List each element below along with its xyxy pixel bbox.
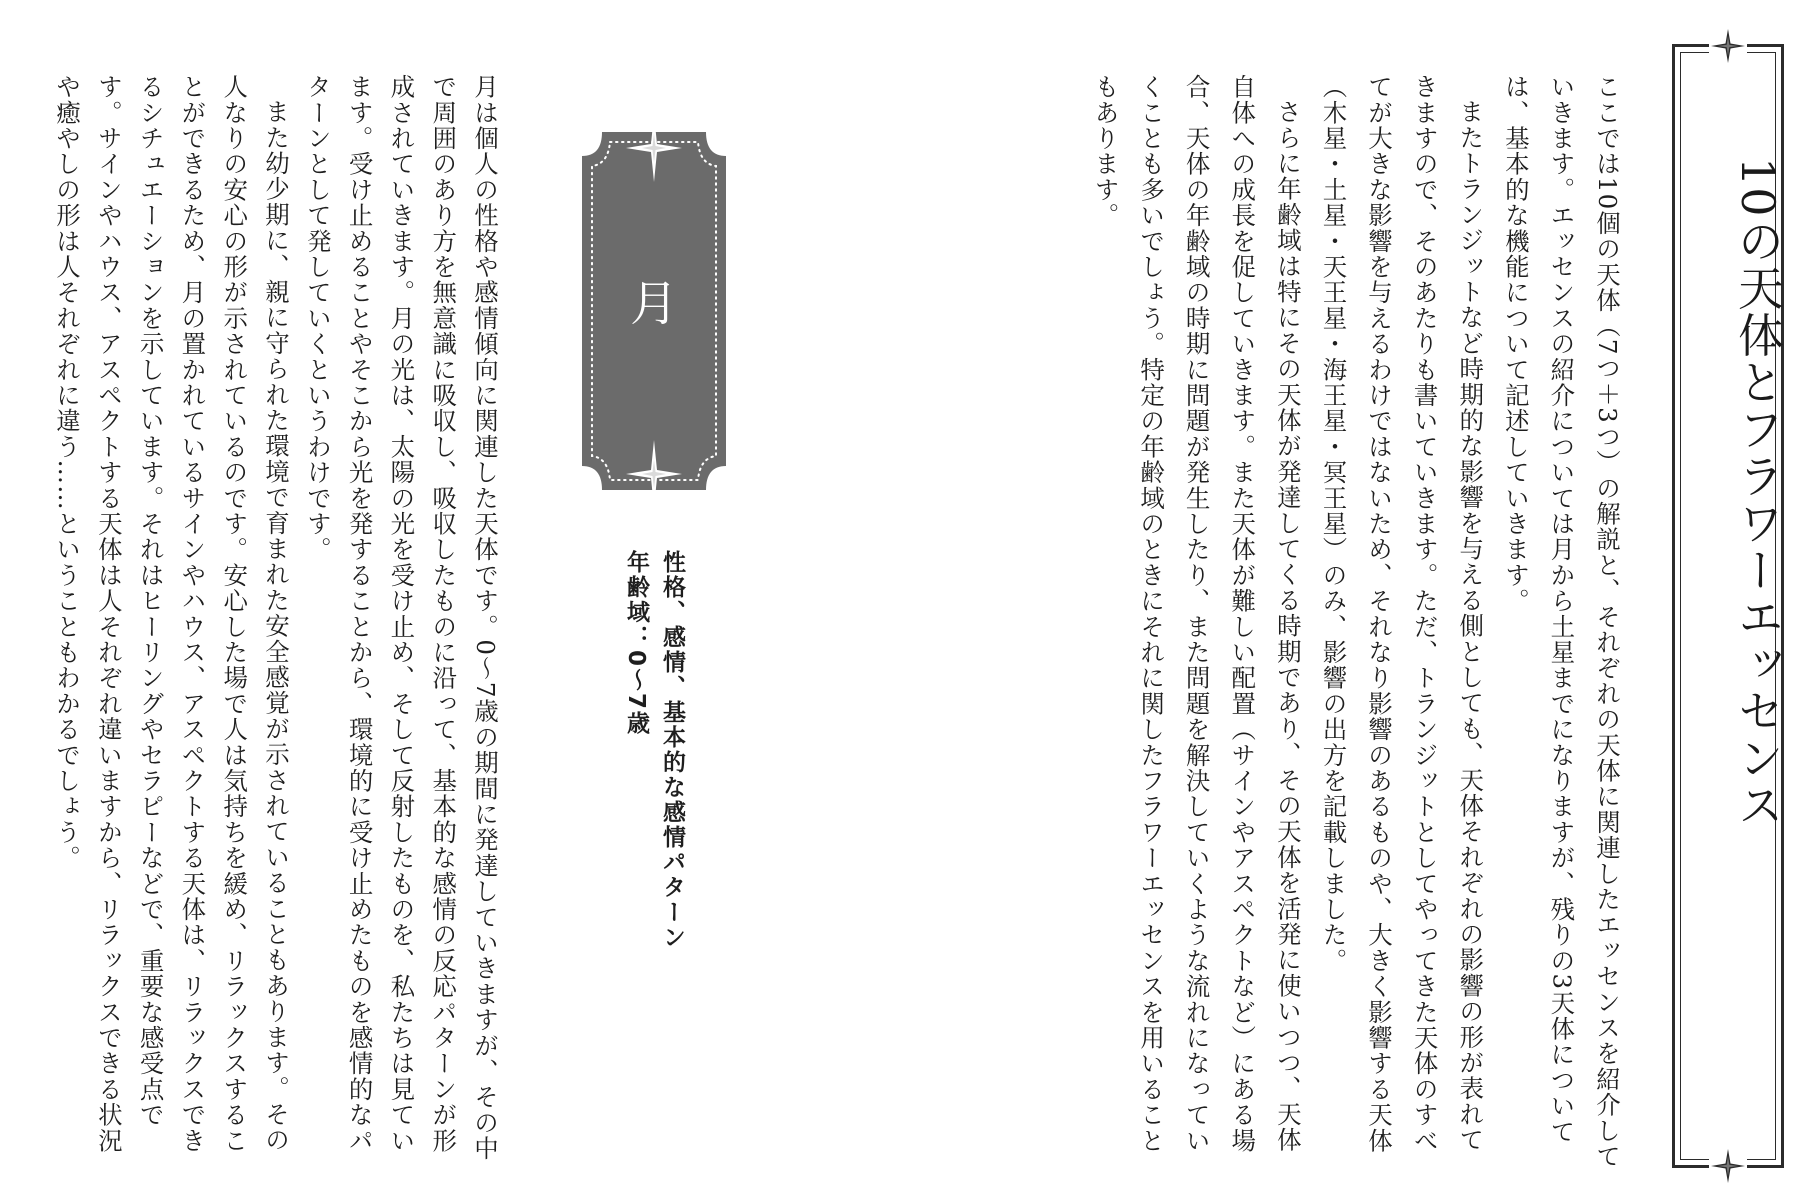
planet-description [14, 74, 506, 1174]
subtitle-line-age-range: 年齢域：0〜7歳 [623, 550, 649, 737]
intro-paragraph: またトランジットなど時期的な影響を与える側としても、天体それぞれの影響の形が表れてきますので、そのあたりも書いていきます。ただ、トランジットとしてやってきた天体のすべてが大きな影響を与えるわけではないため、それなり影響のあるものや、大きく影響する天体（木星・土星・天王星・海王星・冥王星）のみ、影響の出方を記載しました。 [1319, 74, 1486, 1154]
page-title: 10の天体とフラワーエッセンス [1731, 157, 1785, 829]
intro-paragraph: さらに年齢域は特にその天体が発達してくる時期であり、その天体を活発に使いつつ、天体自体への成長を促していきます。また天体が難しい配置（サインやアスペクトなど）にある場合、天体の年齢域の時期に問題が発生したり、また問題を解決していくような流れになっていくことも多いでしょう。特定の年齢域のときにそれに関したフラワーエッセンスを用いることもあります。 [1091, 74, 1303, 1154]
planet-name: 月 [629, 276, 678, 332]
subtitle-line-keywords: 性格、感情、基本的な感情パターン [659, 550, 685, 950]
body-paragraph: 月は個人の性格や感情傾向に関連した天体です。0〜7歳の期間に発達していきますが、その中で周囲のあり方を無意識に吸収し、吸収したものに沿って、基本的な感情の反応パターンが形成されていきます。月の光は、太陽の光を受け止め、そして反射したものを、私たちは見ています。受け止めることやそこから光を発することから、環境的に受け止めたものを感情的なパターンとして発していくというわけです。 [303, 74, 500, 1162]
planet-emblem [572, 112, 736, 510]
body-paragraph: また幼少期に、親に守られた環境で育まれた安全感覚が示されていることもあります。その人なりの安心の形が示されているのです。安心した場で人は気持ちを緩め、リラックスすることができるため、月の置かれているサインやハウス、アスペクトする天体は、リラックスできるシチュエーションを示しています。それはヒーリングやセラピーなどで、重要な感受点です。サインやハウス、アスペクトする天体は人それぞれ違いますから、リラックスできる状況や癒やしの形は人それぞれに違う……ということもわかるでしょう。 [53, 74, 292, 1154]
intro-paragraph: ここでは10個の天体（7つ＋3つ）の解説と、それぞれの天体に関連したエッセンスを紹介していきます。エッセンスの紹介については月から土星までになりますが、残りの3天体については、基本的な機能について記述していきます。 [1501, 74, 1622, 1170]
intro-text [1083, 74, 1630, 1174]
four-point-star-icon [1709, 27, 1747, 65]
four-point-star-icon [1709, 1147, 1747, 1185]
title-box [1672, 44, 1784, 1168]
planet-subtitle [618, 550, 690, 950]
